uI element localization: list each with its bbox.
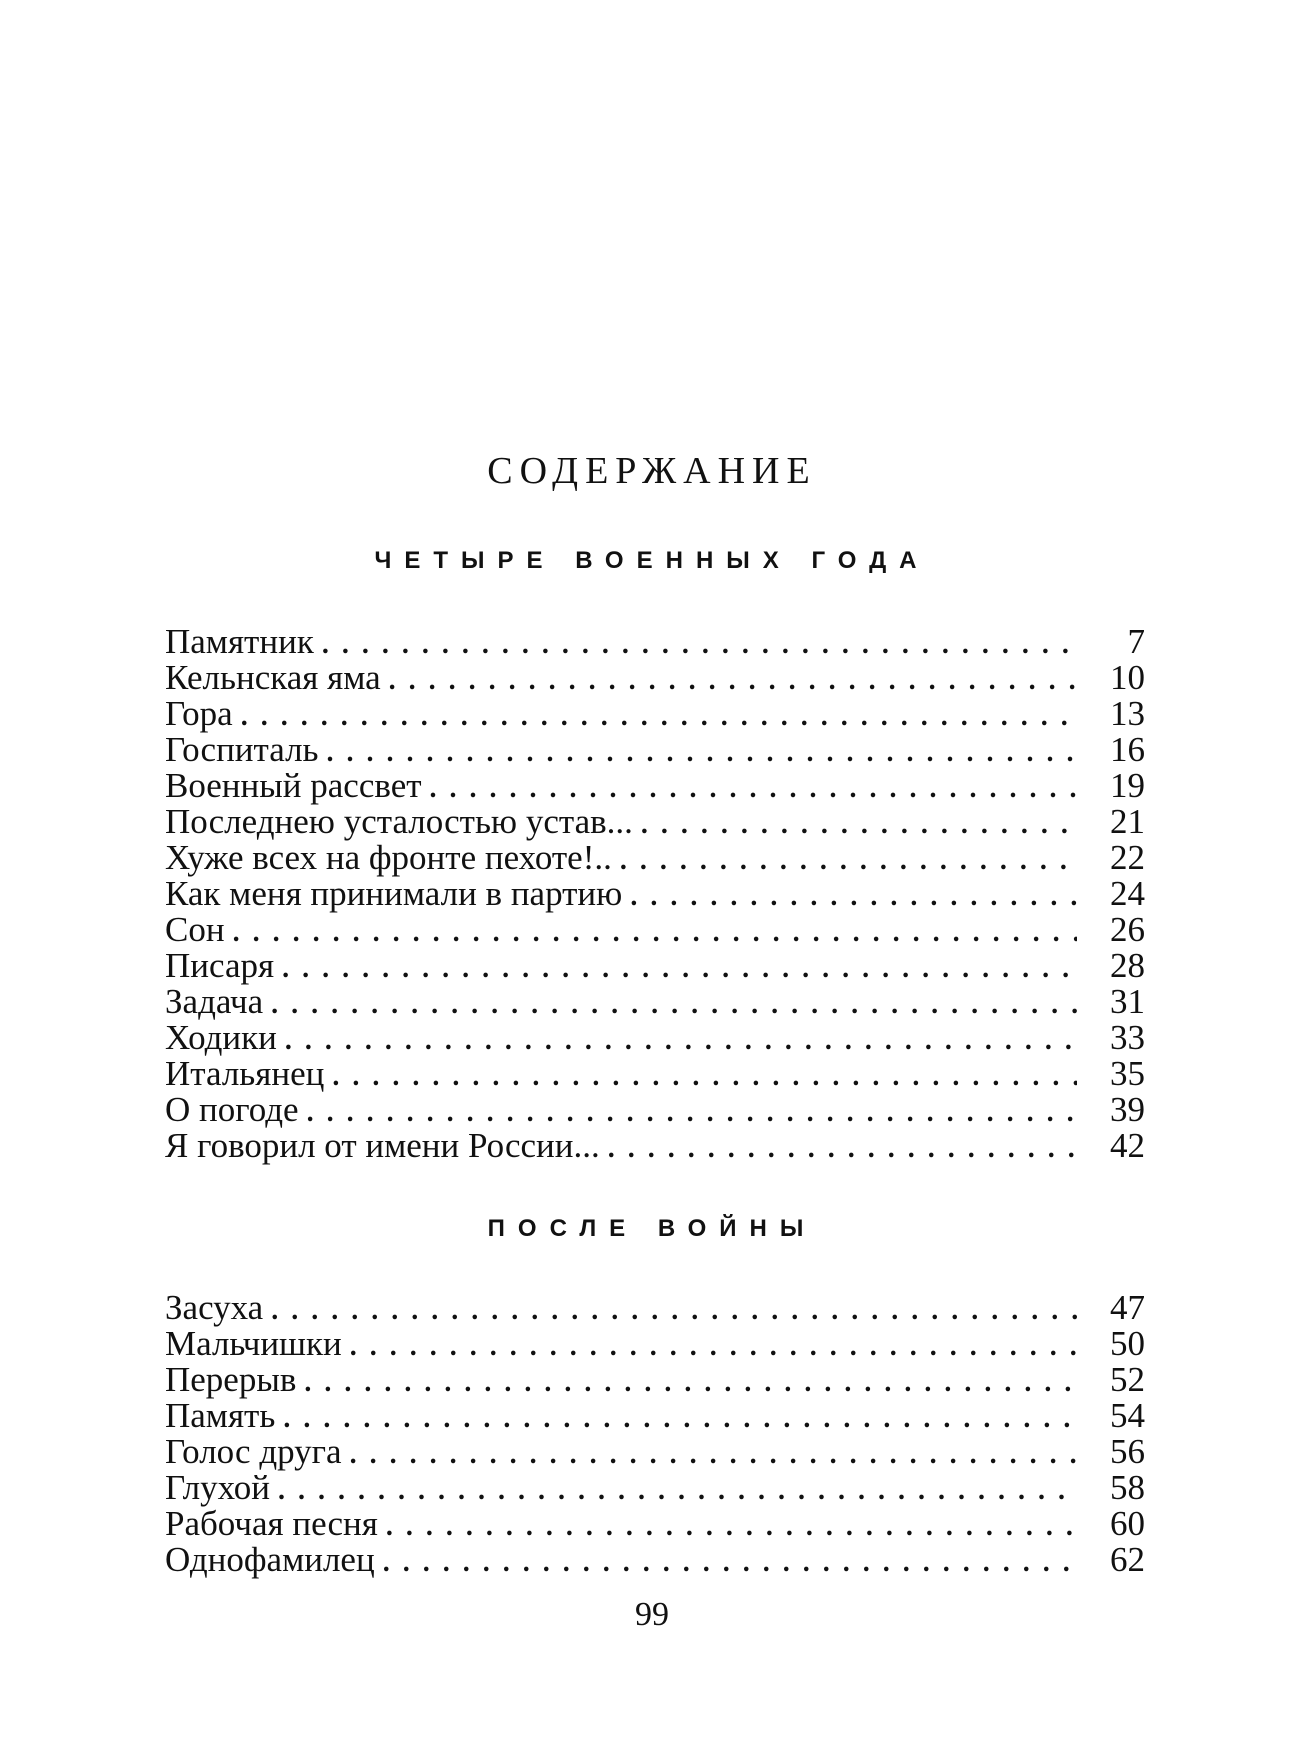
toc-entry-page: 31 [1110, 982, 1145, 1021]
toc-entry-title: Как меня принимали в партию [165, 874, 623, 913]
toc-entry-title: Засуха [165, 1288, 264, 1327]
toc-entry [165, 768, 1145, 804]
toc-entry-title: Госпиталь [165, 730, 319, 769]
toc-entry-title: Последнею усталостью устав... [165, 802, 633, 841]
toc-entry-title: Память [165, 1396, 276, 1435]
section-title-four-war-years: ЧЕТЫРЕ ВОЕННЫХ ГОДА [374, 547, 930, 574]
toc-entry-page: 22 [1110, 838, 1145, 877]
toc-entry-title: Хуже всех на фронте пехоте!.. [165, 838, 612, 877]
toc-entry [165, 1020, 1145, 1056]
toc-entry [165, 804, 1145, 840]
toc-entry [165, 1290, 1145, 1326]
toc-entry-page: 13 [1110, 694, 1145, 733]
toc-entry-page: 39 [1110, 1090, 1145, 1129]
dot-leader [285, 1023, 1077, 1059]
toc-entry-page: 60 [1110, 1504, 1145, 1543]
toc-entry-title: Глухой [165, 1468, 270, 1507]
toc-entry-page: 54 [1110, 1396, 1145, 1435]
dot-leader [282, 951, 1077, 987]
toc-entry [165, 1326, 1145, 1362]
dot-leader [350, 1329, 1077, 1365]
toc-list-four-war-years [165, 624, 1145, 1164]
toc-entry [165, 1398, 1145, 1434]
toc-entry-title: Я говорил от имени России... [165, 1126, 600, 1165]
toc-entry-page: 24 [1110, 874, 1145, 913]
toc-entry-page: 35 [1110, 1054, 1145, 1093]
dot-leader [278, 1473, 1077, 1509]
toc-entry [165, 1470, 1145, 1506]
dot-leader [620, 843, 1077, 879]
toc-entry [165, 876, 1145, 912]
dot-leader [386, 1509, 1077, 1545]
dot-leader [641, 807, 1077, 843]
toc-entry [165, 1434, 1145, 1470]
toc-list-after-war [165, 1290, 1145, 1578]
toc-entry [165, 912, 1145, 948]
toc-entry-title: Рабочая песня [165, 1504, 378, 1543]
section-title-after-war: ПОСЛЕ ВОЙНЫ [487, 1215, 817, 1242]
toc-entry-title: Памятник [165, 622, 314, 661]
toc-entry [165, 1362, 1145, 1398]
toc-entry-page: 19 [1110, 766, 1145, 805]
toc-entry-title: О погоде [165, 1090, 299, 1129]
dot-leader [630, 879, 1077, 915]
dot-leader [233, 915, 1077, 951]
toc-entry-title: Мальчишки [165, 1324, 342, 1363]
dot-leader [241, 699, 1077, 735]
dot-leader [271, 987, 1077, 1023]
toc-entry [165, 840, 1145, 876]
dot-leader [271, 1293, 1077, 1329]
dot-leader [383, 1545, 1077, 1581]
page-number: 99 [635, 1596, 669, 1633]
toc-entry-title: Писаря [165, 946, 275, 985]
toc-entry-page: 47 [1110, 1288, 1145, 1327]
dot-leader [608, 1131, 1077, 1167]
dot-leader [283, 1401, 1077, 1437]
toc-entry-title: Военный рассвет [165, 766, 422, 805]
dot-leader [389, 663, 1077, 699]
toc-entry [165, 984, 1145, 1020]
toc-entry-page: 28 [1110, 946, 1145, 985]
toc-entry-title: Кельнская яма [165, 658, 381, 697]
toc-entry [165, 1506, 1145, 1542]
toc-entry-page: 21 [1110, 802, 1145, 841]
dot-leader [327, 735, 1077, 771]
toc-entry [165, 732, 1145, 768]
toc-entry-page: 26 [1110, 910, 1145, 949]
dot-leader [304, 1365, 1077, 1401]
toc-entry [165, 1056, 1145, 1092]
toc-entry-page: 42 [1110, 1126, 1145, 1165]
toc-entry [165, 1542, 1145, 1578]
toc-entry-title: Ходики [165, 1018, 277, 1057]
toc-entry-page: 62 [1110, 1540, 1145, 1579]
toc-entry-page: 7 [1127, 622, 1145, 661]
toc-entry-page: 10 [1110, 658, 1145, 697]
toc-entry-page: 52 [1110, 1360, 1145, 1399]
toc-entry-title: Итальянец [165, 1054, 325, 1093]
toc-entry-page: 33 [1110, 1018, 1145, 1057]
toc-entry-title: Перерыв [165, 1360, 297, 1399]
toc-entry [165, 1128, 1145, 1164]
toc-entry-page: 58 [1110, 1468, 1145, 1507]
toc-entry [165, 948, 1145, 984]
toc-entry-title: Однофамилец [165, 1540, 375, 1579]
toc-entry-title: Голос друга [165, 1432, 342, 1471]
toc-entry [165, 1092, 1145, 1128]
dot-leader [350, 1437, 1077, 1473]
toc-entry-title: Сон [165, 910, 225, 949]
toc-entry-title: Гора [165, 694, 233, 733]
dot-leader [332, 1059, 1077, 1095]
toc-entry-page: 50 [1110, 1324, 1145, 1363]
toc-entry [165, 660, 1145, 696]
toc-entry [165, 696, 1145, 732]
toc-entry-page: 16 [1110, 730, 1145, 769]
toc-entry [165, 624, 1145, 660]
toc-entry-title: Задача [165, 982, 264, 1021]
toc-entry-page: 56 [1110, 1432, 1145, 1471]
page-title: СОДЕРЖАНИЕ [487, 450, 817, 492]
dot-leader [322, 627, 1077, 663]
